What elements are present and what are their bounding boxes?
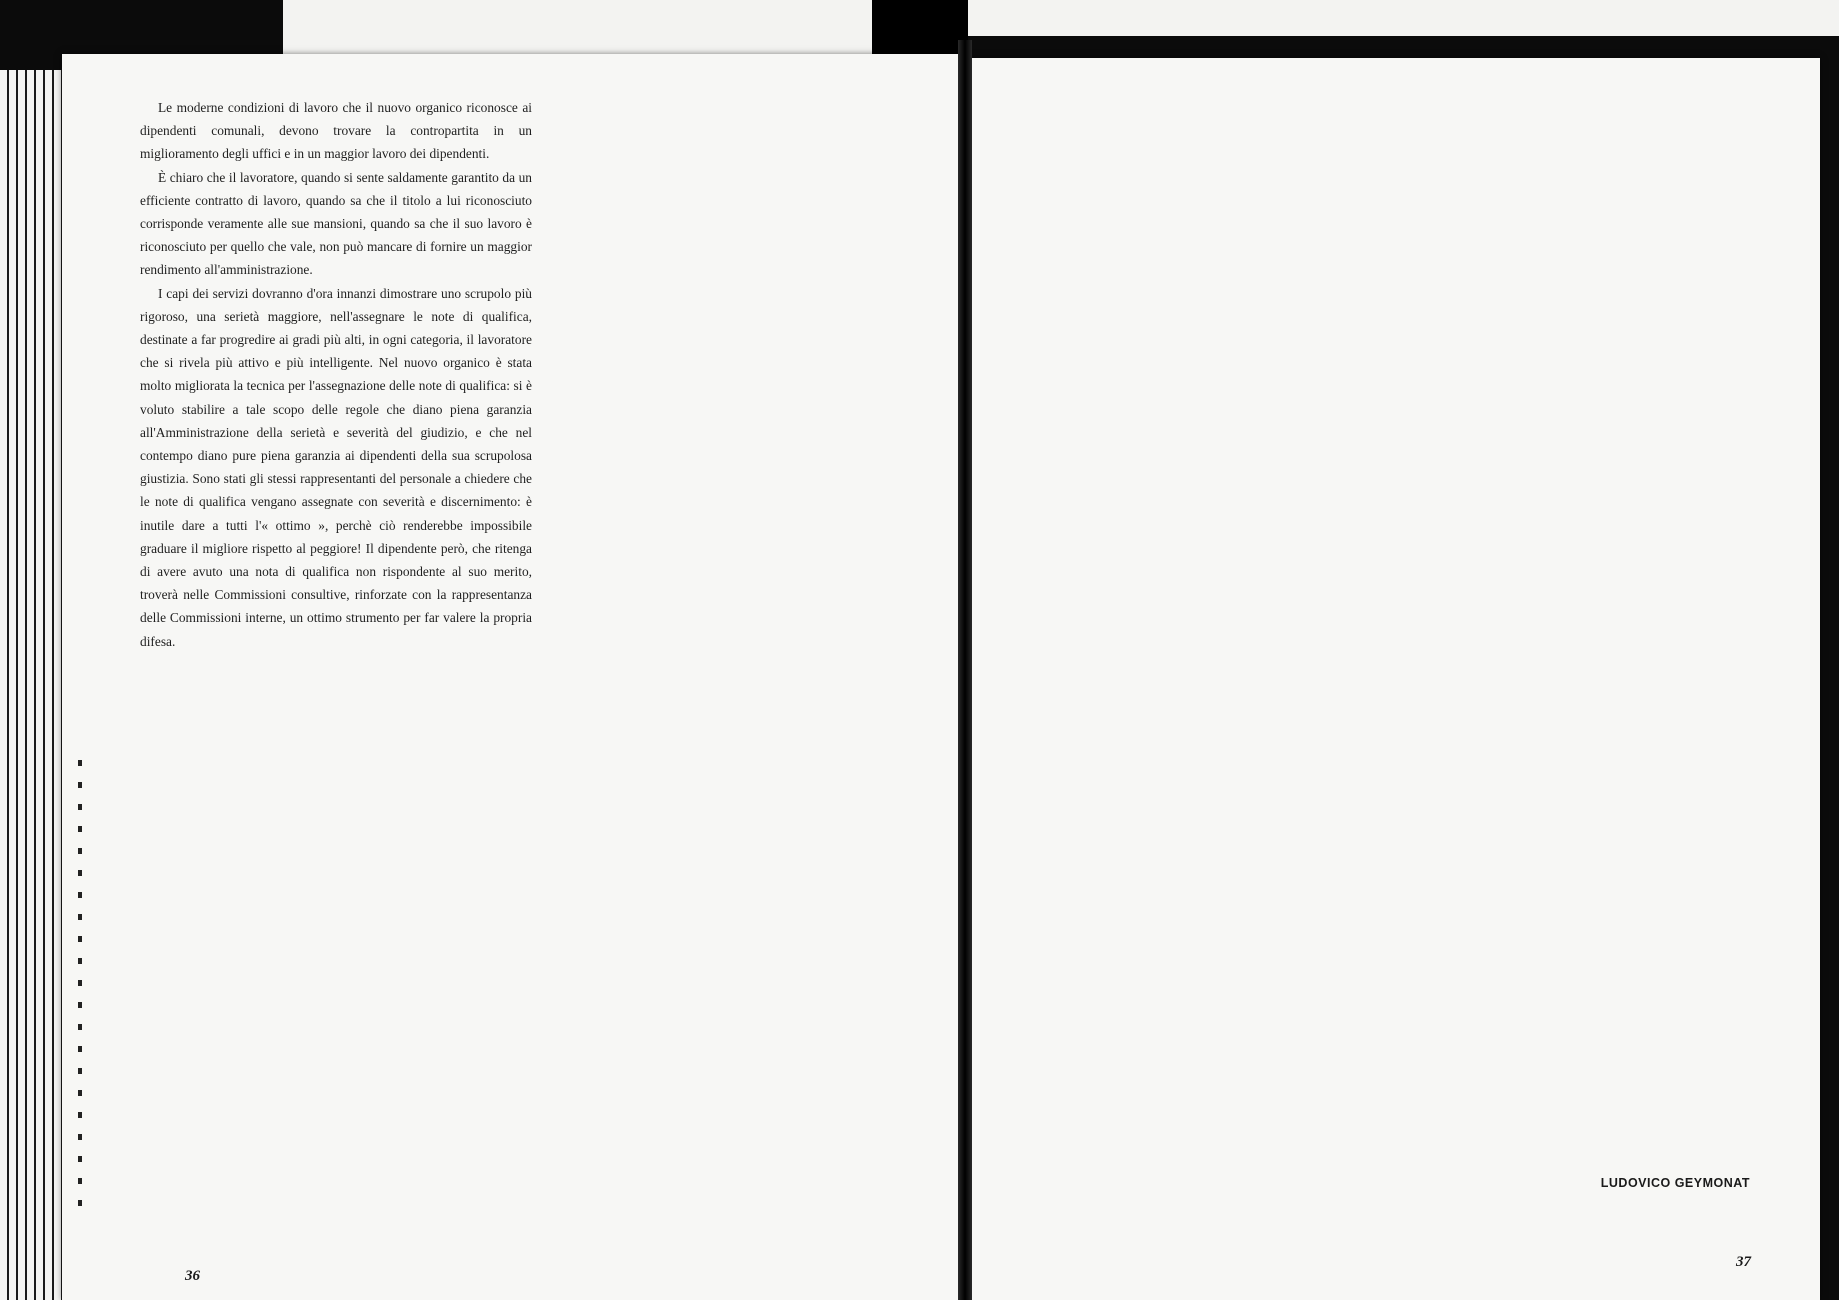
section-gap <box>1014 92 1358 116</box>
paragraph: I capi dei servizi dovranno d'ora innanzi dimostrare uno scrupolo più rigoroso, una serietà maggiore, nell'assegnare le note di qualifica, destinate a far progredire ai gradi più alti, in ogni categoria, il lavoratore che si rivela più attivo e più intelligente. Nel nuovo organico è stata molto migliorata la tecnica per l'assegnazione delle note di qualifica: si è voluto stabilire a tale scopo delle regole che diano piena garanzia all'Amministrazione della serietà e severità del giudizio, e che nel contempo diano pure piena garanzia ai dipendenti della sua scrupolosa giustizia. Sono stati gli stessi rappresentanti del personale a chiedere che le note di qualifica vengano assegnate con severità e discernimento: è inutile dare a tutti l'« ottimo », perchè ciò renderebbe impossibile graduare il migliore rispetto al peggiore! Il dipendente però, che ritenga di avere avuto una nota di qualifica non rispondente al suo merito, troverà nelle Commissioni consultive, rinforzate con la rappresentanza delle Commissioni interne, un ottimo strumento per far valere la propria difesa. <box>140 285 532 649</box>
right-page-column-2 <box>1395 92 1748 1262</box>
top-paper-band <box>283 0 872 58</box>
page-stack-edge <box>0 70 62 1300</box>
top-dark-gap <box>872 0 968 58</box>
paragraph: È chiaro che il lavoratore, quando si sente saldamente garantito da un efficiente contratto di lavoro, quando sa che il titolo a lui riconosciuto corrisponde veramente alle sue mansioni, quando sa che il suo lavoro è riconosciuto per quello che vale, non può mancare di fornire un maggior rendimento all'amministrazione. <box>140 169 532 278</box>
right-page-column-1 <box>1014 92 1358 1262</box>
page-number-left: 36 <box>185 1268 200 1284</box>
page-number-right: 37 <box>1736 1254 1751 1270</box>
left-page-column-2 <box>565 96 915 1266</box>
section-gap <box>565 96 915 120</box>
top-paper-band-right <box>968 0 1839 36</box>
book-gutter <box>958 40 972 1300</box>
paragraph: Le moderne condizioni di lavoro che il nuovo organico riconosce ai dipendenti comunali, devono trovare la contropartita in un miglioramento degli uffici e in un maggior lavoro dei dipendenti. <box>140 100 532 162</box>
left-page-column-1 <box>140 96 532 1266</box>
margin-marks <box>78 760 82 1220</box>
author-signature: LUDOVICO GEYMONAT <box>1600 1176 1750 1190</box>
